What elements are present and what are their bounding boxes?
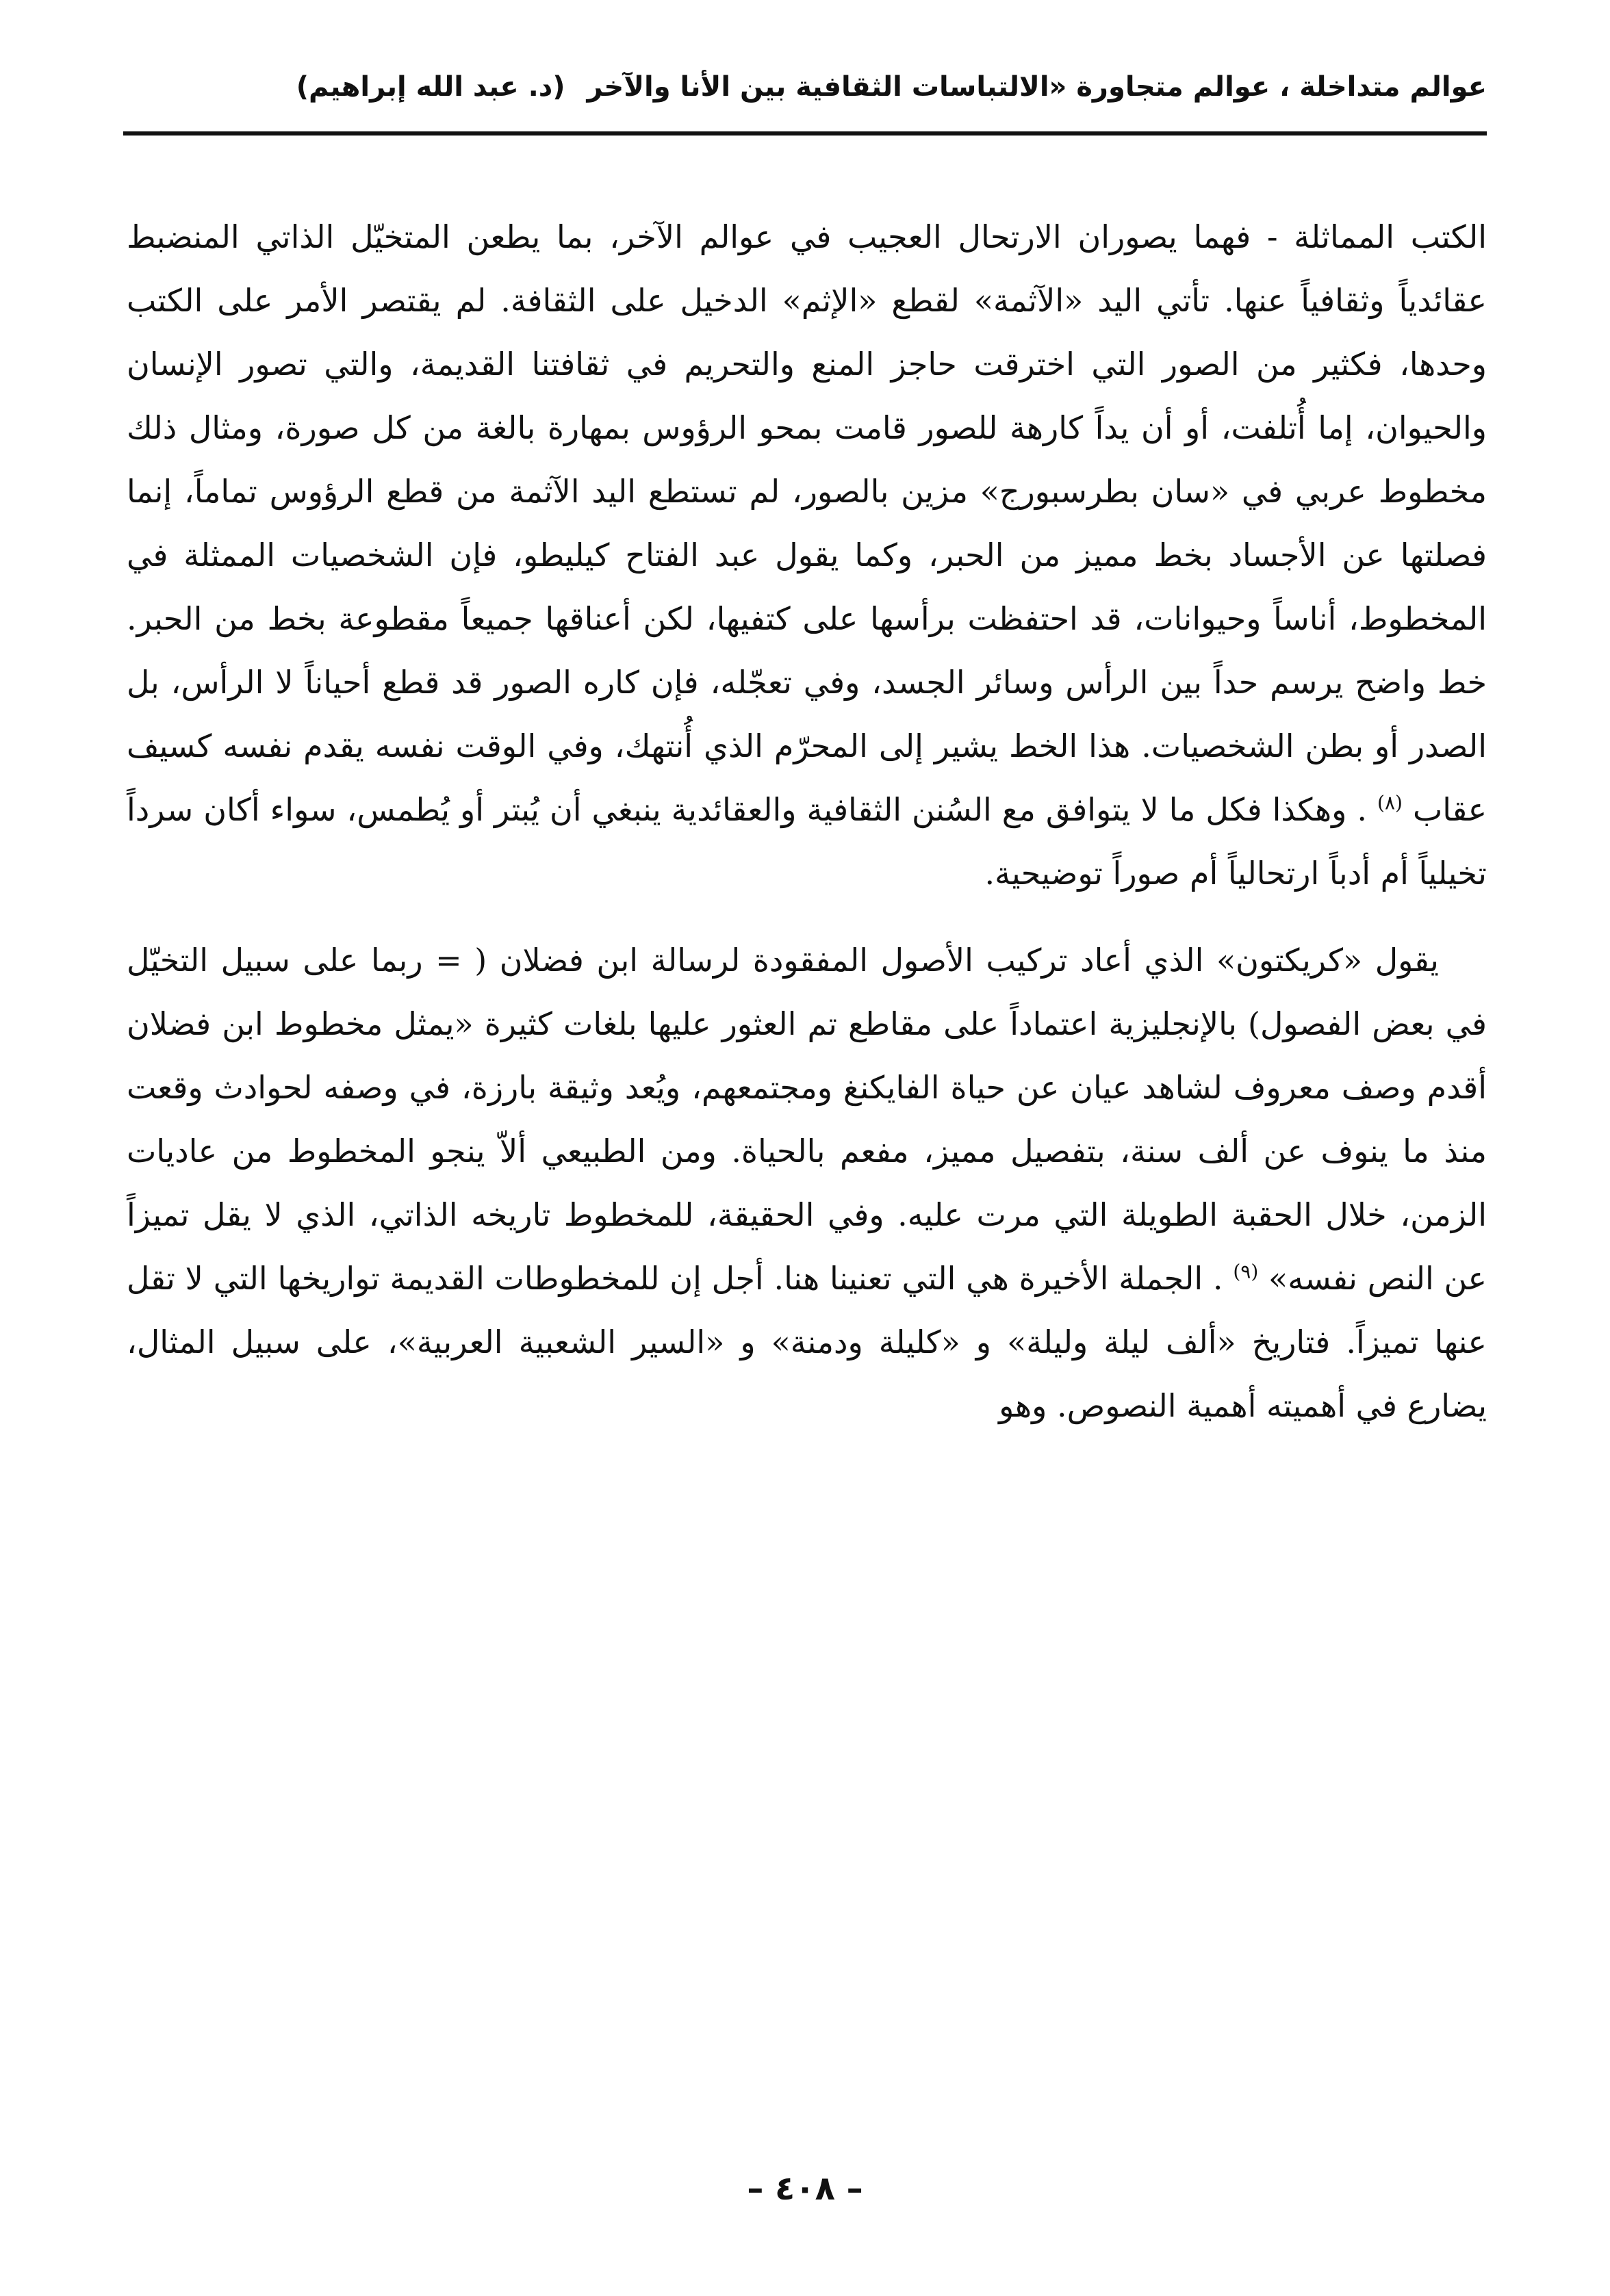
header-rule	[123, 131, 1487, 136]
running-head	[123, 63, 1487, 111]
paragraph-2	[127, 929, 1487, 1438]
paragraph-1-text-b: . وهكذا فكل ما لا يتوافق مع السُنن الثقافية والعقائدية ينبغي أن يُبتر أو يُطمس، سواء أكان سرداً تخيلياً أم أدباً ارتحالياً أم صوراً توضيحية.	[127, 791, 1487, 892]
paragraph-1-text-a: الكتب المماثلة - فهما يصوران الارتحال العجيب في عوالم الآخر، بما يطعن المتخيّل الذاتي المنضبط عقائدياً وثقافياً عنها. تأتي اليد «الآثمة» لقطع «الإثم» الدخيل على الثقافة. لم يقتصر الأمر على الكتب وحدها، فكثير من الصور التي اخترقت حاجز المنع والتحريم في ثقافتنا القديمة، والتي تصور الإنسان والحيوان، إما أُتلفت، أو أن يداً كارهة للصور قامت بمحو الرؤوس بمهارة بالغة من كل صورة، ومثال ذلك مخطوط عربي في «سان بطرسبورج» مزين بالصور، لم تستطع اليد الآثمة من قطع الرؤوس تماماً، إنما فصلتها عن الأجساد بخط مميز من الحبر، وكما يقول عبد الفتاح كيليطو، فإن الشخصيات الممثلة في المخطوط، أناساً وحيوانات، قد احتفظت برأسها على كتفيها، لكن أعناقها جميعاً مقطوعة بخط من الحبر. خط واضح يرسم حداً بين الرأس وسائر الجسد، وفي تعجّله، فإن كاره الصور قد قطع أحياناً لا الرأس، بل الصدر أو بطن الشخصيات. هذا الخط يشير إلى المحرّم الذي أُنتهك، وفي الوقت نفسه يقدم نفسه كسيف عقاب	[127, 218, 1487, 828]
paragraph-2-text-b: . الجملة الأخيرة هي التي تعنينا هنا. أجل إن للمخطوطات القديمة تواريخها التي لا تقل عنها تميزاً. فتاريخ «ألف ليلة وليلة» و «كليلة ودمنة» و «السير الشعبية العربية»، على سبيل المثال، يضارع في أهميته أهمية النصوص. وهو	[127, 1260, 1487, 1424]
footnote-ref-8[interactable]: (٨)	[1377, 791, 1403, 814]
body-text	[127, 205, 1487, 1438]
running-title: عوالم متداخلة ، عوالم متجاورة «الالتباسات الثقافية بين الأنا والآخر	[587, 71, 1487, 103]
page-number: – ٤٠٨ –	[747, 2169, 863, 2208]
paragraph-1	[127, 205, 1487, 905]
author-name: (د. عبد الله إبراهيم)	[296, 71, 565, 103]
paragraph-2-text-a: يقول «كريكتون» الذي أعاد تركيب الأصول المفقودة لرسالة ابن فضلان ( = ربما على سبيل التخيّل في بعض الفصول) بالإنجليزية اعتماداً على مقاطع تم العثور عليها بلغات كثيرة «يمثل مخطوط ابن فضلان أقدم وصف معروف لشاهد عيان عن حياة الفايكنغ ومجتمعهم، ويُعد وثيقة بارزة، في وصفه لحوادث وقعت منذ ما ينوف عن ألف سنة، بتفصيل مميز، مفعم بالحياة. ومن الطبيعي ألاّ ينجو المخطوط من عاديات الزمن، خلال الحقبة الطويلة التي مرت عليه. وفي الحقيقة، للمخطوط تاريخه الذاتي، الذي لا يقل تميزاً عن النص نفسه»	[127, 942, 1487, 1297]
footnote-ref-9[interactable]: (٩)	[1233, 1260, 1259, 1283]
